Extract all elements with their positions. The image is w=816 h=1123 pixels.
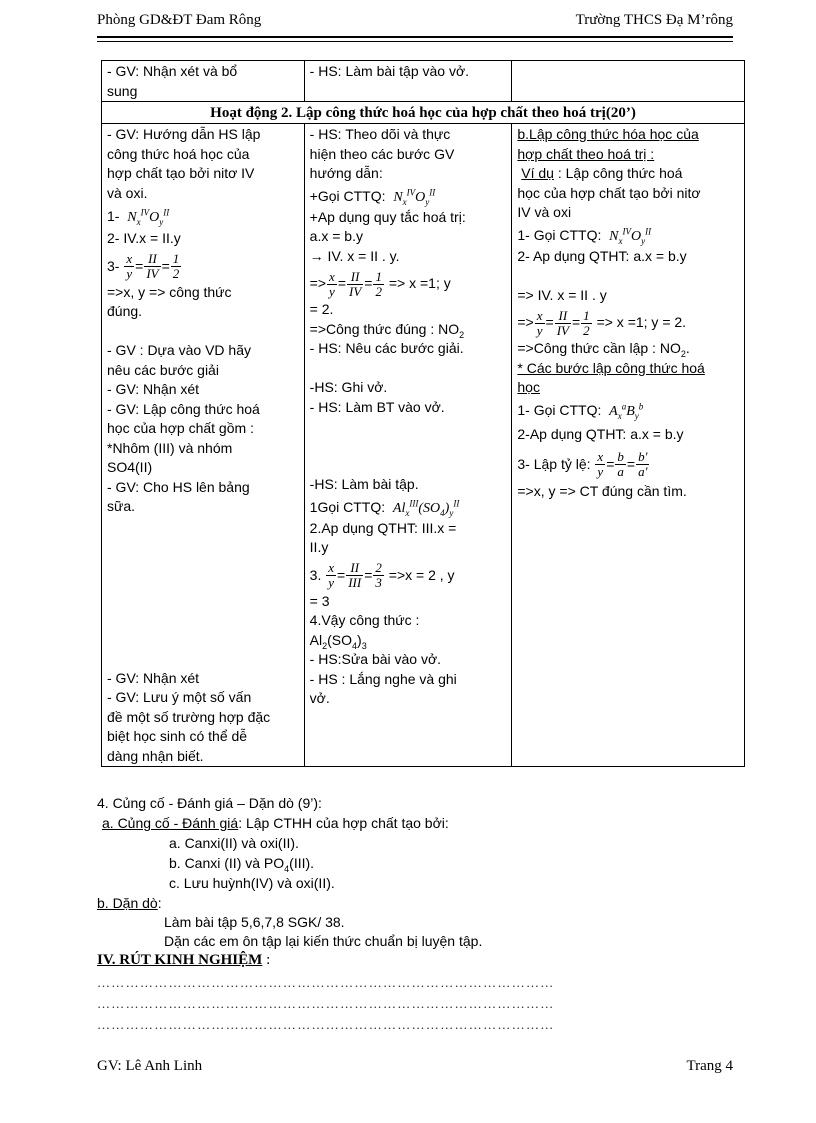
cell-line: = 2. <box>309 301 334 317</box>
cell-line: IV và oxi <box>517 204 572 220</box>
cell-line: SO4(II) <box>107 459 153 475</box>
cell-line: II.y <box>309 539 329 555</box>
ratio-line: => $\frac{x}{y}$ = $\frac{II}{IV}$ = $\frac{1}{2}$ => x =1; y = 2. <box>517 307 687 338</box>
cell-line: 2- Ap dụng QTHT: a.x = b.y <box>517 247 687 264</box>
fraction: $\frac{II}{\text{III}}$ <box>348 560 362 591</box>
cell-line: a.x = b.y <box>309 228 363 244</box>
cell-line: 2.Ap dụng QTHT: III.x = <box>309 519 457 536</box>
cell-student <box>304 61 512 102</box>
cell-line: công thức hoá học của <box>107 145 250 162</box>
cell-content <box>512 124 745 767</box>
fraction: $\frac{b}{a}$ <box>617 449 624 480</box>
formula-line <box>107 203 299 229</box>
cell-line: - HS: Làm BT vào vở. <box>309 398 445 415</box>
step-label: 3- <box>107 257 120 274</box>
header-rule-thick <box>97 36 733 38</box>
cell-line: - GV: Hướng dẫn HS lập <box>107 126 261 142</box>
fraction: $\frac{b'}{a'}$ <box>638 449 648 480</box>
cell-line: +Ap dụng quy tắc hoá trị: <box>309 208 466 225</box>
cell-line: - HS : Lắng nghe và ghi <box>309 670 457 687</box>
cell-line: - GV : Dựa vào VD hãy <box>107 342 251 358</box>
fraction: $\frac{2}{3}$ <box>375 560 382 591</box>
homework-heading: b. Dặn dò: <box>97 895 162 911</box>
header-school-name: Trường THCS Đạ M’rông <box>575 12 733 28</box>
cell-line: đề một số trường hợp đặc <box>107 708 271 725</box>
cell-line: nêu các bước giải <box>107 361 219 378</box>
homework-line: Dặn các em ôn tập lại kiến thức chuẩn bị luyện tập. <box>164 933 483 949</box>
header-rule-thin <box>97 41 733 42</box>
cell-line: - GV: Cho HS lên bảng <box>107 478 250 495</box>
table-row <box>102 124 745 767</box>
dotted-line: …………………………………………………………………………………… <box>97 975 555 990</box>
cell-line: đúng. <box>107 303 143 319</box>
cell-line: và oxi. <box>107 184 148 201</box>
cell-teacher <box>102 124 305 767</box>
fraction: $\frac{II}{IV}$ <box>556 307 569 338</box>
cell-line: =>Công thức đúng : $NO_2$ <box>309 320 465 340</box>
cell-line: - GV: Nhận xét <box>107 381 200 397</box>
cell-line: Ví dụ : Lập công thức hoá <box>521 165 683 181</box>
footer-teacher: GV: Lê Anh Linh <box>97 1058 203 1074</box>
cell-line: dàng nhận biết. <box>107 747 204 764</box>
exercise-item: a. Canxi(II) và oxi(II). <box>169 835 299 851</box>
cell-line: =>x, y => công thức <box>107 283 232 300</box>
fraction: $\frac{x}{y}$ <box>597 449 604 480</box>
cell-line: 4.Vậy công thức : <box>309 612 420 628</box>
cell-line: sung <box>107 82 138 99</box>
formula-alxso4y: $Al_x^{III}(SO_4)_y^{II}$ <box>392 497 460 518</box>
fraction: $\frac{x}{y}$ <box>328 560 335 591</box>
experience-heading: IV. RÚT KINH NGHIỆM : <box>97 952 271 968</box>
fraction: $\frac{1}{2}$ <box>172 251 180 282</box>
table-row <box>102 102 745 124</box>
cell-content <box>512 61 745 102</box>
cell-line: b.Lập công thức hóa học của <box>517 126 699 142</box>
cell-line: - GV: Nhận xét <box>107 669 200 686</box>
fraction: $\frac{x}{y}$ <box>536 307 543 338</box>
cell-line: 2- IV.x = II.y <box>107 230 181 246</box>
cell-line: =>x, y => CT đúng cần tìm. <box>517 482 687 499</box>
exercise-item: b. Canxi (II) và $PO_4(III)$. <box>169 855 315 874</box>
cell-line: hợp chất theo hoá trị : <box>517 145 655 162</box>
cell-line: = 3 <box>309 592 330 609</box>
ratio-line: 3. $\frac{x}{y}$ = $\frac{II}{\text{III}}$ = $\frac{2}{3}$ =>x = 2 , y <box>309 560 455 591</box>
dotted-line: …………………………………………………………………………………… <box>97 996 555 1011</box>
cell-line: hướng dẫn: <box>309 165 383 181</box>
formula-nxoy: $N_x^{IV}O_y^{II}$ <box>393 186 436 207</box>
cell-line: =>Công thức cần lập : $NO_2$. <box>517 340 690 359</box>
page-header <box>97 12 733 34</box>
cell-line: * Các bước lập công thức hoá <box>517 359 705 376</box>
page-footer <box>97 1058 733 1075</box>
cell-line: - HS: Nêu các bước giải. <box>309 340 464 356</box>
fraction: $\frac{II}{IV}$ <box>349 268 362 299</box>
cell-line: - HS:Sửa bài vào vở. <box>309 651 442 667</box>
fraction: $\frac{1}{2}$ <box>375 268 382 299</box>
cell-line: biệt học sinh có thể dễ <box>107 728 248 744</box>
section-heading: 4. Củng cố - Đánh giá – Dặn dò (9’): <box>97 795 322 811</box>
cell-line: - GV: Nhận xét và bổ <box>107 63 238 79</box>
formula-axby: $A_x^aB_y^b$ <box>609 400 644 421</box>
cell-line: *Nhôm (III) và nhóm <box>107 439 233 456</box>
cell-line: vở. <box>309 690 330 706</box>
lesson-table <box>101 60 745 767</box>
ratio-line: 3- Lập tỷ lệ: $\frac{x}{y}$ = $\frac{b}{a}$ = $\frac{b'}{a'}$ <box>517 449 648 480</box>
cell-line: hợp chất tạo bởi nitơ IV <box>107 165 255 181</box>
formula-nxoy: $N_x^{IV}O_y^{II}$ <box>127 207 170 227</box>
formula-line: 1- Gọi CTTQ: $A_x^aB_y^b$ <box>517 400 644 421</box>
cell-line: học của hợp chất gồm : <box>107 420 254 436</box>
formula-line: 1- Gọi CTTQ: $N_x^{IV}O_y^{II}$ <box>517 225 652 246</box>
cell-line: - GV: Lưu ý một số vấn <box>107 689 252 705</box>
table-row <box>102 61 745 102</box>
cell-line: hiện theo các bước GV <box>309 145 455 162</box>
step-label: 1- <box>107 208 120 224</box>
cell-line: $Al_2(SO_4)_3$ <box>309 631 367 651</box>
cell-teacher <box>102 61 305 102</box>
formula-line: 1Gọi CTTQ: $Al_x^{III}(SO_4)_y^{II}$ <box>309 497 460 518</box>
cell-line: học <box>517 379 540 395</box>
dotted-line: …………………………………………………………………………………… <box>97 1017 555 1032</box>
cell-line: → IV. x = II . y. <box>309 247 400 264</box>
cell-line: sữa. <box>107 498 136 514</box>
cell-line: - GV: Lập công thức hoá <box>107 400 260 417</box>
ratio-line: 3- $\frac{x}{y}$ = $\frac{II}{IV}$ = $\frac{1}{2}$ <box>107 251 180 282</box>
consolidation-line: a. Củng cố - Đánh giá: Lập CTHH của hợp chất tạo bởi: <box>102 815 449 831</box>
cell-line: -HS: Làm bài tập. <box>309 476 419 492</box>
formula-line: +Gọi CTTQ: $N_x^{IV}O_y^{II}$ <box>309 186 436 207</box>
cell-line: học của hợp chất tạo bởi nitơ <box>517 184 701 201</box>
cell-line: - HS: Làm bài tập vào vở. <box>309 63 470 79</box>
fraction: $\frac{1}{2}$ <box>583 307 590 338</box>
activity-title: Hoạt động 2. Lập công thức hoá học của hợp chất theo hoá trị(20’) <box>102 102 745 124</box>
cell-line: => IV. x = II . y <box>517 286 607 303</box>
fraction: $\frac{II}{IV}$ <box>146 251 159 282</box>
cell-line: - HS: Theo dõi và thực <box>309 126 451 142</box>
fraction: $\frac{x}{y}$ <box>126 251 133 282</box>
ratio-line: => $\frac{x}{y}$ = $\frac{II}{IV}$ = $\frac{1}{2}$ => x =1; y <box>309 268 451 299</box>
homework-line: Làm bài tập 5,6,7,8 SGK/ 38. <box>164 914 345 930</box>
header-school-dept: Phòng GD&ĐT Đam Rông <box>97 12 262 28</box>
fraction: $\frac{x}{y}$ <box>329 268 335 299</box>
exercise-item: c. Lưu huỳnh(IV) và oxi(II). <box>169 875 335 891</box>
cell-line: -HS: Ghi vở. <box>309 379 388 395</box>
formula-nxoy: $N_x^{IV}O_y^{II}$ <box>609 225 652 246</box>
cell-student <box>304 124 512 767</box>
footer-page-number: Trang 4 <box>686 1058 733 1074</box>
cell-line: 2-Ap dụng QTHT: a.x = b.y <box>517 425 684 442</box>
